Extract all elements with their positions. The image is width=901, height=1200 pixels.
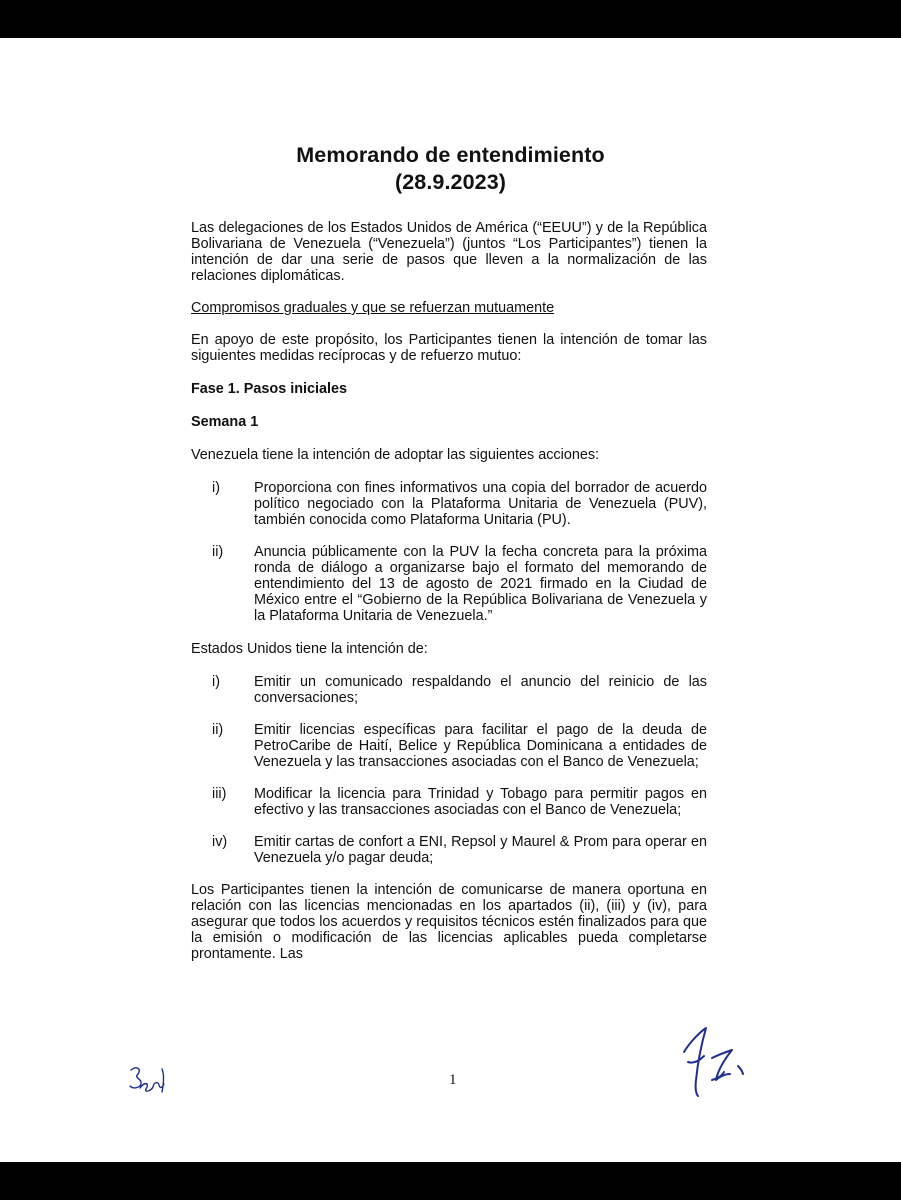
list-item-text: Emitir un comunicado respaldando el anuncio del reinicio de las conversaciones; — [254, 674, 707, 706]
list-item-text: Proporciona con fines informativos una copia del borrador de acuerdo político negociado con la Plataforma Unitaria de Venezuela (PUV), también conocida como Plataforma Unitaria (PU). — [254, 480, 707, 528]
list-item — [191, 480, 707, 528]
phase-heading: Fase 1. Pasos iniciales — [191, 381, 347, 397]
list-item — [191, 722, 707, 770]
list-item-number: i) — [212, 480, 220, 496]
closing-paragraph: Los Participantes tienen la intención de comunicarse de manera oportuna en relación con las licencias mencionadas en los apartados (ii), (iii) y (iv), para asegurar que todos los acuerdos y requisitos técnicos estén finalizados para que la emisión o modificación de las licencias aplicables pueda completarse prontamente. Las — [191, 882, 707, 962]
support-paragraph: En apoyo de este propósito, los Participantes tienen la intención de tomar las siguientes medidas recíprocas y de refuerzo mutuo: — [191, 332, 707, 364]
document-page — [0, 38, 901, 1162]
list-item-number: iv) — [212, 834, 228, 850]
title-line-1: Memorando de entendimiento — [296, 143, 605, 167]
intro-paragraph: Las delegaciones de los Estados Unidos de América (“EEUU”) y de la República Bolivariana de Venezuela (“Venezuela”) (juntos “Los Participantes”) tienen la intención de dar una serie de pasos que lleven a la normalización de las relaciones diplomáticas. — [191, 220, 707, 284]
signature-left-icon — [128, 1060, 176, 1098]
document-body — [191, 220, 707, 962]
section-heading: Compromisos graduales y que se refuerzan mutuamente — [191, 300, 555, 316]
week-heading: Semana 1 — [191, 414, 259, 430]
list-item-text: Emitir cartas de confort a ENI, Repsol y Maurel & Prom para operar en Venezuela y/o pagar deuda; — [254, 834, 707, 866]
title-line-2: (28.9.2023) — [394, 170, 507, 194]
list-item — [191, 544, 707, 624]
us-intro: Estados Unidos tiene la intención de: — [191, 641, 428, 657]
list-item-text: Emitir licencias específicas para facilitar el pago de la deuda de PetroCaribe de Haití, Belice y República Dominicana a entidades de Venezuela y las transacciones asociadas con el Banco de Venezuela; — [254, 722, 707, 770]
list-item — [191, 834, 707, 866]
list-item-text: Anuncia públicamente con la PUV la fecha concreta para la próxima ronda de diálogo a organizarse bajo el formato del memorando de entendimiento del 13 de agosto de 2021 firmado en la Ciudad de México entre el “Gobierno de la República Bolivariana de Venezuela y la Plataforma Unitaria de Venezuela.” — [254, 544, 707, 624]
list-item-number: ii) — [212, 544, 224, 560]
page-number: 1 — [449, 1072, 457, 1088]
venezuela-intro: Venezuela tiene la intención de adoptar las siguientes acciones: — [191, 447, 600, 463]
list-item — [191, 674, 707, 706]
list-item-text: Modificar la licencia para Trinidad y Tobago para permitir pagos en efectivo y las transacciones asociadas con el Banco de Venezuela; — [254, 786, 707, 818]
list-item — [191, 786, 707, 818]
list-item-number: i) — [212, 674, 220, 690]
title-block — [0, 142, 901, 196]
list-item-number: iii) — [212, 786, 227, 802]
list-item-number: ii) — [212, 722, 224, 738]
signature-right-icon — [676, 1022, 756, 1098]
document-title — [0, 142, 901, 196]
